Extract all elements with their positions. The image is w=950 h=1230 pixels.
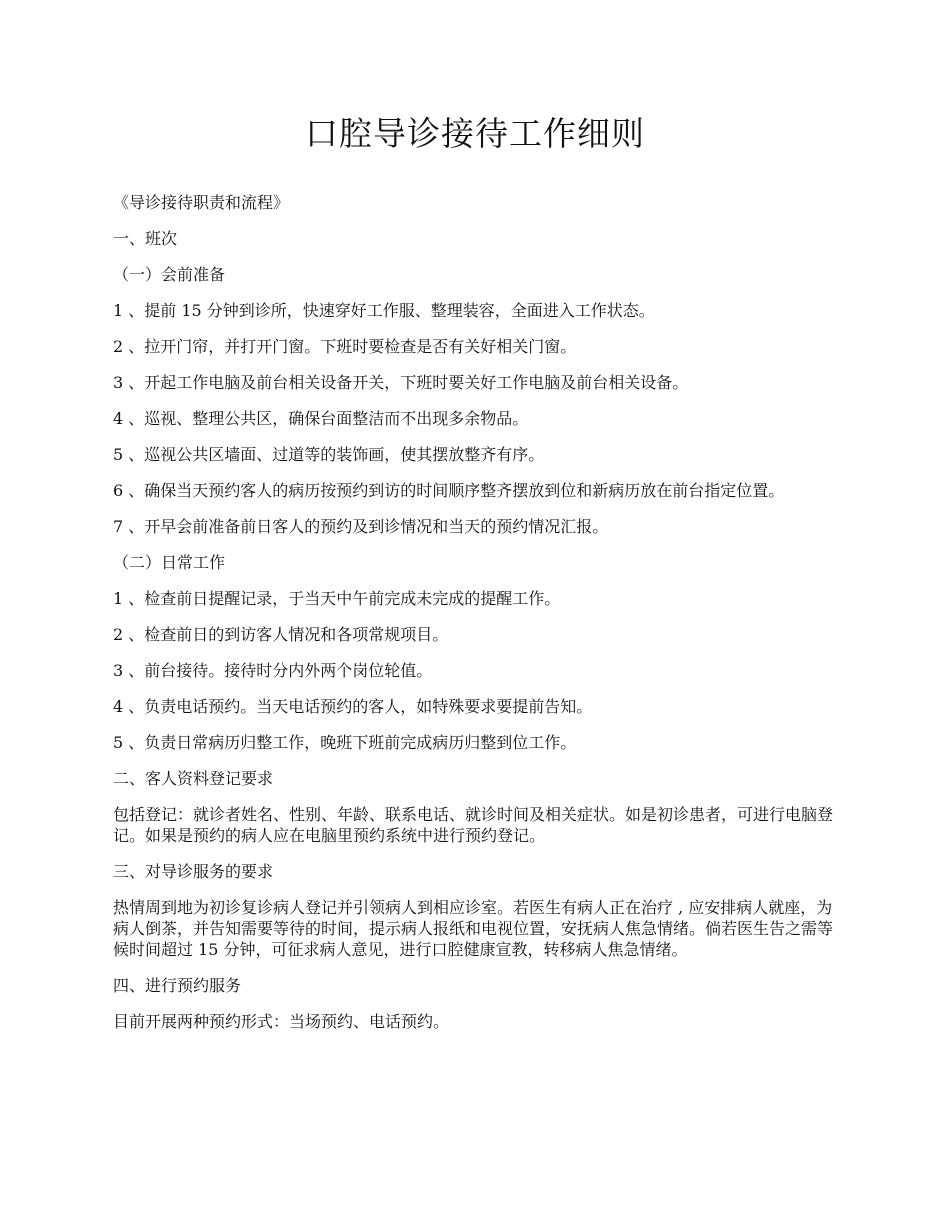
document-title: 口腔导诊接待工作细则: [305, 114, 645, 153]
prep-item-6: 6 、确保当天预约客人的病历按预约到访的时间顺序整齐摆放到位和新病历放在前台指定位置。: [113, 481, 785, 500]
section-heading-registration: 二、客人资料登记要求: [113, 769, 274, 788]
appointment-paragraph: 目前开展两种预约形式：当场预约、电话预约。: [113, 1012, 450, 1031]
daily-item-5: 5 、负责日常病历归整工作，晚班下班前完成病历归整到位工作。: [113, 733, 577, 752]
document-body: [113, 192, 840, 1047]
prep-item-7: 7 、开早会前准备前日客人的预约及到诊情况和当天的预约情况汇报。: [113, 517, 609, 536]
daily-item-3: 3 、前台接待。接待时分内外两个岗位轮值。: [113, 661, 433, 680]
section-heading-appointment: 四、进行预约服务: [113, 976, 242, 995]
subsection-heading-daily-work: （二）日常工作: [113, 553, 226, 572]
daily-item-1: 1 、检查前日提醒记录，于当天中午前完成未完成的提醒工作。: [113, 589, 561, 608]
section-heading-guidance-service: 三、对导诊服务的要求: [113, 862, 274, 881]
subsection-heading-preparation: （一）会前准备: [113, 265, 226, 284]
prep-item-1: 1 、提前 15 分钟到诊所，快速穿好工作服、整理装容，全面进入工作状态。: [113, 301, 655, 320]
prep-item-2: 2 、拉开门帘，并打开门窗。下班时要检查是否有关好相关门窗。: [113, 337, 577, 356]
section-heading-shifts: 一、班次: [113, 229, 178, 248]
prep-item-4: 4 、巡视、整理公共区，确保台面整洁而不出现多余物品。: [113, 409, 529, 428]
daily-item-4: 4 、负责电话预约。当天电话预约的客人，如特殊要求要提前告知。: [113, 697, 593, 716]
daily-item-2: 2 、检查前日的到访客人情况和各项常规项目。: [113, 625, 449, 644]
registration-paragraph: 包括登记：就诊者姓名、性别、年龄、联系电话、就诊时间及相关症状。如是初诊患者，可进行电脑登记。如果是预约的病人应在电脑里预约系统中进行预约登记。: [113, 805, 834, 845]
prep-item-5: 5 、巡视公共区墙面、过道等的装饰画，使其摆放整齐有序。: [113, 445, 545, 464]
section-heading-duties: 《导诊接待职责和流程》: [113, 193, 290, 212]
guidance-service-paragraph: 热情周到地为初诊复诊病人登记并引领病人到相应诊室。若医生有病人正在治疗 , 应安排病人就座，为病人倒茶，并告知需要等待的时间，提示病人报纸和电视位置，安抚病人焦急情绪。倘若医生告之需等候时间超过 15 分钟，可征求病人意见，进行口腔健康宣教，转移病人焦急情绪。: [113, 898, 834, 959]
prep-item-3: 3 、开起工作电脑及前台相关设备开关，下班时要关好工作电脑及前台相关设备。: [113, 373, 689, 392]
